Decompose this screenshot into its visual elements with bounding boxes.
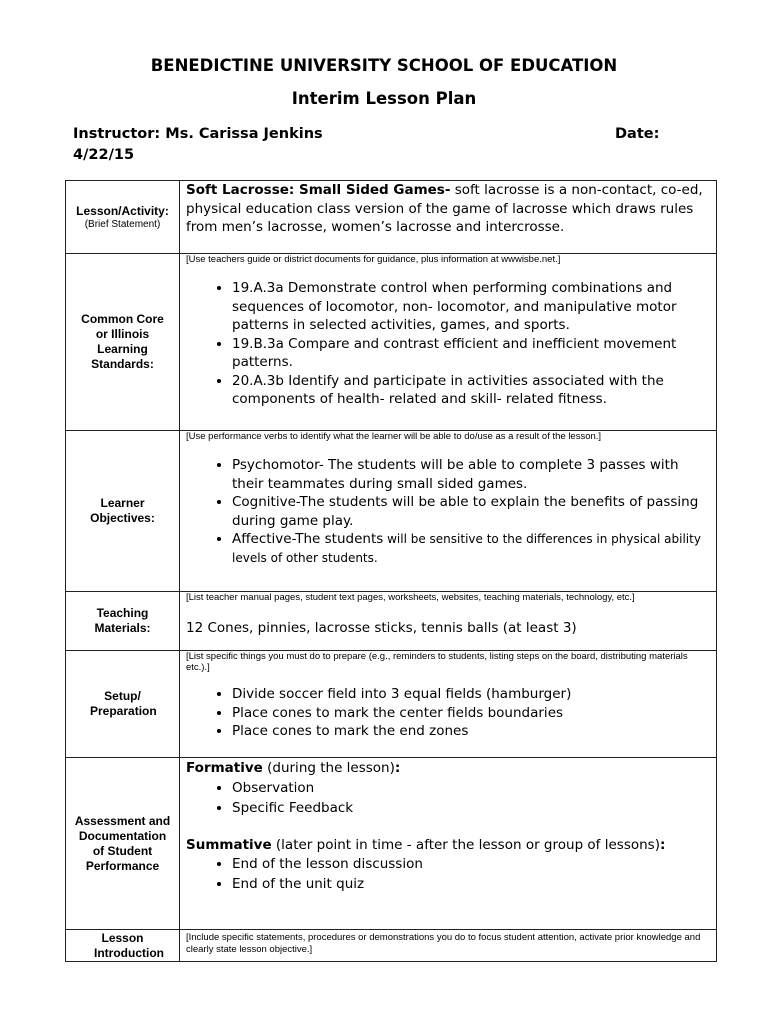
objectives-list [186, 456, 712, 567]
table-row [66, 181, 717, 254]
instructor-line [73, 124, 673, 166]
formative-title: Formative [186, 760, 263, 776]
objectives-content [180, 431, 717, 592]
setup-note: [List specific things you must do to prepare (e.g., reminders to students, listing steps on the board, distributing materials etc.).] [186, 651, 688, 673]
list-item: • Place cones to mark the end zones [232, 722, 712, 741]
list-item: • Cognitive-The students will be able to explain the benefits of passing during game play. [232, 493, 712, 530]
assessment-label-cell [66, 758, 180, 930]
list-item: • 19.A.3a Demonstrate control when performing combinations and sequences of locomotor, non- locomotor, and manipulative motor patterns in selected activities, games, and sports. [232, 279, 712, 335]
document-title: Interim Lesson Plan [291, 89, 477, 108]
date-value: 4/22/15 [73, 147, 135, 163]
standards-label-cell [66, 254, 180, 431]
materials-label: Teaching Materials: [94, 606, 151, 635]
introduction-label: Lesson Introduction [94, 930, 164, 960]
introduction-content [180, 930, 717, 962]
institution-heading: BENEDICTINE UNIVERSITY SCHOOL OF EDUCATION [150, 56, 618, 75]
objectives-label: Learner Objectives: [90, 496, 155, 525]
standards-content [180, 254, 717, 431]
list-item: • 20.A.3b Identify and participate in activities associated with the components of health- related and skill- related fitness. [232, 372, 712, 409]
lesson-plan-table [65, 180, 717, 962]
list-item: • Psychomotor- The students will be able to complete 3 passes with their teammates during small sided games. [232, 456, 712, 493]
list-item: • End of the unit quiz [232, 874, 712, 894]
lesson-activity-label-cell [66, 181, 180, 254]
summative-title: Summative [186, 836, 272, 853]
list-item: • End of the lesson discussion [232, 854, 712, 874]
assessment-label: Assessment and Documentation of Student Performance [74, 813, 171, 873]
formative-heading [186, 759, 712, 778]
setup-content [180, 651, 717, 758]
standards-note: [Use teachers guide or district documents for guidance, plus information at wwwisbe.net.] [186, 254, 561, 265]
materials-label-cell [66, 592, 180, 651]
standards-label: Common Core or Illinois Learning Standards: [81, 312, 164, 371]
formative-colon: : [394, 760, 401, 776]
introduction-label-cell [66, 930, 180, 962]
table-row [66, 592, 717, 651]
summative-colon: : [659, 836, 666, 853]
formative-desc: (during the lesson) [262, 760, 395, 776]
assessment-content [180, 758, 717, 930]
materials-note: [List teacher manual pages, student text pages, worksheets, websites, teaching materials, technology, etc.] [186, 592, 635, 603]
summative-list [186, 854, 712, 894]
formative-list [186, 778, 712, 819]
lesson-activity-content [180, 181, 717, 254]
standards-list [186, 279, 712, 409]
summative-heading [186, 836, 712, 855]
lesson-activity-text: soft lacrosse is a non-contact, co-ed, physical education class version of the game of lacrosse which draws rules from men’s lacrosse, women’s lacrosse and intercrosse. [186, 182, 703, 235]
setup-label-cell [66, 651, 180, 758]
list-item: • Place cones to mark the center fields boundaries [232, 704, 712, 723]
materials-text: 12 Cones, pinnies, lacrosse sticks, tennis balls (at least 3) [186, 620, 577, 636]
list-item: • Specific Feedback [232, 798, 712, 819]
table-row [66, 254, 717, 431]
setup-list [186, 685, 712, 741]
date-label: Date: [615, 126, 660, 142]
setup-label: Setup/ Preparation [90, 689, 157, 718]
lesson-activity-sublabel: (Brief Statement) [84, 218, 161, 230]
materials-content [180, 592, 717, 651]
introduction-note: [Include specific statements, procedures or demonstrations you do to focus student attention, activate prior knowledge and clearly state lesson objective.] [186, 932, 701, 955]
list-item: • 19.B.3a Compare and contrast efficient and inefficient movement patterns. [232, 335, 712, 372]
instructor-name: Ms. Carissa Jenkins [165, 126, 323, 142]
summative-desc: (later point in time - after the lesson or group of lessons) [271, 836, 660, 853]
table-row [66, 930, 717, 962]
list-item: • Observation [232, 778, 712, 799]
list-item [232, 530, 712, 567]
table-row [66, 758, 717, 930]
affective-rest: will be sensitive to the differences in physical ability levels of other students. [232, 532, 701, 565]
instructor-label: Instructor: [73, 126, 161, 142]
objectives-note: [Use performance verbs to identify what the learner will be able to do/use as a result of the lesson.] [186, 431, 602, 442]
list-item: • Divide soccer field into 3 equal fields (hamburger) [232, 685, 712, 704]
lesson-activity-label: Lesson/Activity: [76, 203, 169, 218]
lesson-activity-title: Soft Lacrosse: Small Sided Games- [186, 182, 451, 198]
table-row [66, 651, 717, 758]
table-row [66, 431, 717, 592]
objectives-label-cell [66, 431, 180, 592]
affective-lead: Affective-The students [232, 531, 384, 547]
